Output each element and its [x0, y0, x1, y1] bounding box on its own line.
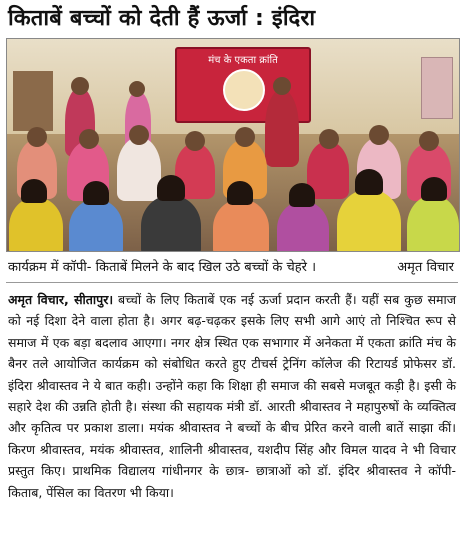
photo-child-head: [185, 131, 205, 151]
photo-poster: [421, 57, 453, 119]
article-dateline: अमृत विचार, सीतापुर।: [8, 292, 114, 307]
banner-emblem: [223, 69, 265, 111]
photo-child-head: [369, 125, 389, 145]
photo-child-front: [337, 189, 401, 252]
photo-child-front-head: [227, 181, 253, 205]
caption-divider: [6, 282, 458, 283]
photo-child-front-head: [421, 177, 447, 201]
headline: किताबें बच्चों को देती हैं ऊर्जा : इंदिरा: [8, 6, 316, 31]
news-photo: [6, 38, 460, 252]
photo-child-front: [213, 199, 269, 252]
photo-child-head: [419, 131, 439, 151]
photo-person: [265, 89, 299, 167]
article-body: [8, 289, 456, 503]
caption-text: कार्यक्रम में कॉपी- किताबें मिलने के बाद खिल उठे बच्चों के चेहरे ।: [8, 260, 317, 275]
photo-child-head: [319, 129, 339, 149]
photo-door: [13, 71, 53, 131]
photo-child-front-head: [355, 169, 383, 195]
photo-credit: अमृत विचार: [397, 260, 454, 275]
photo-child-front: [141, 195, 201, 252]
photo-person-head: [71, 77, 89, 95]
photo-child-head: [129, 125, 149, 145]
photo-caption: [8, 258, 454, 278]
photo-child-front-head: [21, 179, 47, 203]
photo-child-head: [79, 129, 99, 149]
photo-child-front-head: [157, 175, 185, 201]
article-text: बच्चों के लिए किताबें एक नई ऊर्जा प्रदान करती हैं। यहीं सब कुछ समाज को नई दिशा देने वाला होता है। अगर बढ़-चढ़कर इसके लिए सभी आगे आएं तो निश्चित रूप से समाज में एक बड़ा बदलाव आएगा। नगर क्षेत्र स्थित एक सभागार में अनेकता में एकता क्रांति मंच के बैनर तले आयोजित कार्यक्रम को संबोधित करते हुए टीचर्स ट्रेनिंग कॉलेज की रिटायर्ड प्रोफेसर डॉ. इंदिरा श्रीवास्तव ने ये बात कही। उन्होंने कहा कि शिक्षा ही समाज की सबसे मजबूत कड़ी है। इसी के सहारे देश की उन्नति होती है। संस्था की सहायक मंत्री डॉ. आरती श्रीवास्तव ने महापुरुषों के व्यक्तित्व और कृतित्व पर प्रकाश डाला। मयंक श्रीवास्तव ने बच्चों के बीच प्रेरित करने वाली बातें साझा कीं। किरण श्रीवास्तव, मयंक श्रीवास्तव, शालिनी श्रीवास्तव, यशदीप सिंह और विमल यादव ने भी विचार प्रस्तुत किए। प्राथमिक विद्यालय गांधीनगर के छात्र- छात्राओं को डॉ. इंदिर श्रीवास्तव ने कॉपी- किताब, पेंसिल का वितरण भी किया।: [8, 292, 457, 500]
photo-child-front-head: [289, 183, 315, 207]
photo-child-head: [27, 127, 47, 147]
photo-person-head: [273, 77, 291, 95]
photo-child-front-head: [83, 181, 109, 205]
photo-child: [117, 137, 161, 201]
photo-child-head: [235, 127, 255, 147]
photo-child-front: [69, 199, 123, 252]
banner-text: मंच के एकता क्रांति: [208, 55, 278, 66]
photo-child-front: [407, 195, 459, 252]
photo-child-front: [9, 197, 63, 252]
photo-child-front: [277, 201, 329, 252]
photo-person-head: [129, 81, 145, 97]
